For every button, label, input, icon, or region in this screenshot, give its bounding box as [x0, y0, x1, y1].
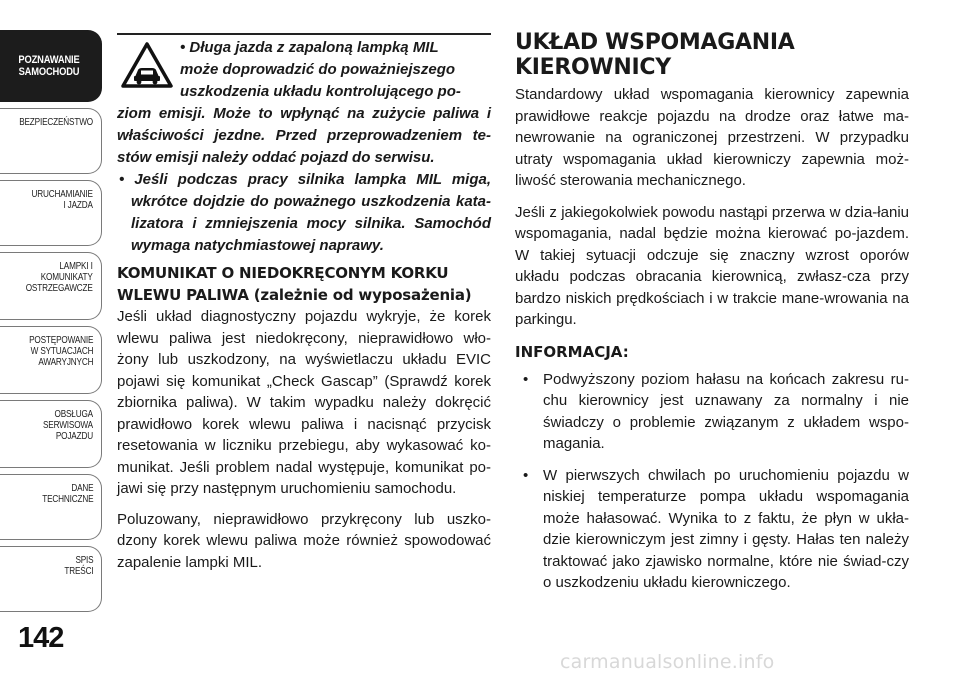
tab-postepowanie-awaryjne[interactable]	[0, 326, 102, 394]
tab-label: BEZPIECZEŃSTWO	[19, 117, 93, 128]
warning-line-3: uszkodzenia układu kontrolującego po-	[180, 83, 461, 100]
tab-label: OBSŁUGA SERWISOWA POJAZDU	[42, 409, 93, 442]
site-watermark: carmanualsonline.info	[560, 651, 775, 673]
chapter-tabs-sidebar	[0, 0, 102, 678]
right-column	[515, 30, 909, 594]
tab-label: LAMPKI I KOMUNIKATY OSTRZEGAWCZE	[26, 261, 93, 294]
warning-line-2: może doprowadzić do poważniejszego	[180, 61, 456, 78]
info-item-2: • W pierwszych chwilach po uruchomieniu pojazdu w niskiej temperaturze pompa układu wspomagania może hałasować. Wynika to z faktu, że płyn w ukła-dzie kierowniczym jest zimny i gęsty. Hałas ten należy traktować jako zjawisko normalne, które nie świad-czy o uszkodzeniu układu kierowniczego.	[515, 465, 909, 594]
tab-label: POZNAWANIE SAMOCHODU	[17, 54, 80, 78]
page-number: 142	[18, 622, 64, 654]
steering-paragraph-2: Jeśli z jakiegokolwiek powodu nastąpi przerwa w dzia-łaniu wspomagania, nadal będzie można kierować po-jazdem. W takiej sytuacji odczuje się znaczny wzrost oporów układu podczas obracania kierownicą, zwłasz-cza przy bardzo niskich prędkościach i w trakcie mane-wrowania na parkingu.	[515, 203, 909, 328]
section-title-steering: UKŁAD WSPOMAGANIA KIEROWNICY	[515, 30, 795, 80]
warning-text-1-rest: ziom emisji. Może to wpłynąć na zużycie paliwa i właściwości jezdne. Przed przeprowadzeniem te-stów emisji należy oddać pojazd do serwisu.	[117, 105, 491, 166]
tab-uruchamianie-i-jazda[interactable]	[0, 180, 102, 246]
gascap-paragraph-1: Jeśli układ diagnostyczny pojazdu wykryje, że korek wlewu paliwa jest niedokręcony, nieprawidłowo wło-żony lub uszkodzony, na wyświetlaczu układu EVIC pojawi się komunikat „Check Gascap” (Sprawdź korek zbiornika paliwa). W takim wypadku należy dokręcić prawidłowo korek wlewu paliwa i nacisnąć przycisk resetowania w liczniku przebiegu, aby wykasować ko-munikat. Jeśli problem nadal występuje, komunikat po-jawi się przy następnym uruchomieniu samochodu.	[117, 308, 491, 497]
tab-poznawanie-samochodu[interactable]	[0, 30, 102, 102]
section-heading-gascap	[117, 262, 491, 306]
tab-spis-tresci[interactable]	[0, 546, 102, 612]
tab-bezpieczenstwo[interactable]	[0, 108, 102, 174]
heading-main: KOMUNIKAT O NIEDOKRĘCONYM KORKU WLEWU PALIWA	[117, 264, 449, 304]
tab-lampki-i-komunikaty[interactable]	[0, 252, 102, 320]
tab-label: URUCHAMIANIE I JAZDA	[31, 189, 93, 211]
warning-bullet-2: • Jeśli podczas pracy silnika lampka MIL miga, wkrótce dojdzie do poważnego uszkodzenia kata-lizatora i zmniejszenia mocy silnika. Samochód wymaga natychmiastowej naprawy.	[119, 171, 491, 254]
tab-label: SPIS TREŚCI	[63, 555, 93, 577]
warning-text-block	[117, 37, 491, 257]
gascap-paragraph-2: Poluzowany, nieprawidłowo przykręcony lub uszko-dzony korek wlewu paliwa może również spowodować zapalenie lampki MIL.	[117, 510, 491, 571]
info-item-1: • Podwyższony poziom hałasu na końcach zakresu ru-chu kierownicy jest uznawany za normalny i nie świadczy o problemie związanym z układem wspo-magania.	[515, 369, 909, 455]
warning-top-rule	[117, 33, 491, 35]
tab-obsluga-serwisowa[interactable]	[0, 400, 102, 468]
steering-paragraph-1: Standardowy układ wspomagania kierownicy zapewnia prawidłowe reakcje pojazdu na drodze oraz łatwe ma-newrowanie na ograniczonej przestrzeni. W przypadku utraty wspomagania układ kierowniczy zapewnia moż-liwość sterowania mechanicznego.	[515, 86, 909, 189]
info-heading: INFORMACJA:	[515, 342, 629, 361]
tab-label: DANE TECHNICZNE	[41, 483, 93, 505]
heading-note: (zależnie od wyposażenia)	[253, 286, 472, 304]
tab-label: POSTĘPOWANIE W SYTUACJACH AWARYJNYCH	[28, 335, 93, 368]
warning-line-1: • Długa jazda z zapaloną lampką MIL	[180, 39, 439, 56]
left-column	[117, 262, 491, 573]
tab-dane-techniczne[interactable]	[0, 474, 102, 540]
